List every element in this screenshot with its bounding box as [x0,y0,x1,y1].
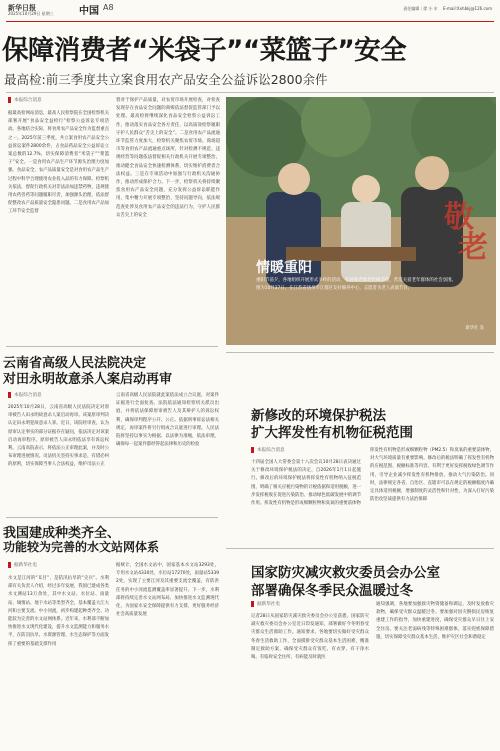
env-divider [226,352,494,353]
byline-marker [8,97,11,103]
env-headline-line2: 扩大挥发性有机物征税范围 [251,425,413,441]
env-byline [251,447,285,453]
lead-col2: 督对于保护产品质量，对农贸市场开展检查，对检查发现存在食品安全问题的商贩依法督促监管部门予以处理。最高检将继续深化食品安全检察公益诉讼工作，推动落实食品安全各方责任，以高质效检察履职守护人民群众“舌尖上的安全”。二是食用农产品流通环节监管力度加大，检察机关聚焦农贸市场、商场超市等食用农产品流通重点场所，针对检测不规范、违规经营等问题依法督促相关行政机关开展专项整治，推动健全食品安全快速检测体系，切实维护消费者合法权益。三是在专项活动中加强与行政机关沟通协作，推动形成保护合力。下一步，检察机关将持续聚焦食用农产品安全问题，充分发挥公益诉讼职能作用，集中精力开展专项整治，坚持问题导向，依法规范查处涉及食用农产品安全的违法行为，守护人民群众舌尖上的安全 [116,98,220,218]
water-divider [6,517,218,518]
byline-marker [8,392,11,398]
water-headline-line2: 功能较为完善的水文站网体系 [3,540,160,554]
env-headline-line1: 新修改的环境保护税法 [251,408,386,424]
byline-marker [251,601,254,607]
env-col2: 挥发性有机物是形成细颗粒物（PM2.5）和臭氧的重要前体物，对大气环境质量有重要影响。修改后的税法明确了挥发性有机物的应税范围、税额标准等内容，有利于更好发挥税收绿色调节作用，引导企业减少挥发性有机物排放，推动大气污染防治。同时，法律规定各省、自治区、直辖市可以在规定的税额幅度内确定具体适用税额，增强制度的灵活性和针对性，为深入打好污染防治攻坚战提供有力法治保障 [370,448,494,503]
water-col2: 据统计，全国水文站中，国家基本水文站3293处，专用水文站4330处，水位站17270处，雨量站53392处，实现了主要江河及其重要支流全覆盖，有防洪任务的中小河流监测覆盖率显著提升。下一步，水利部将持续完善水文站网布局，加快推进水文监测现代化，为国家水安全保障提供有力支撑，更好服务经济社会高质量发展 [116,563,219,618]
case-divider [6,346,218,347]
masthead-divider [6,21,494,22]
svg-text:老: 老 [458,230,488,265]
case-col2: 云南省高级人民法院就此案依法成立合议庭，对案件证据进行全面复查。法院依法通知检察机关派员出庭，并将依法保障原审被告人及其辩护人的诉讼权利，确保审判程序公开、公正。依据刑事诉讼法相关规定，再审案件将另行组成合议庭进行审理。人民法院将坚持以事实为根据、以法律为准绳，依法审理，确保每一起案件都经得起法律和历史的检验 [116,393,219,448]
byline-marker [251,447,254,453]
lead-col1: 据最高检网站消息，最高人民检察院在全国检察机关部署开展“食品安全益检行”检察公益诉讼专项活动。各地结合实际，将食用农产品安全作为监督重点之一。2025年前三季度，共立案食用农产品安全公益诉讼案件2800余件，占食品药品安全公益诉讼立案总数的12.7%，切实保障消费者“米袋子”“菜篮子”安全。一是食用农产品生产环节源头治理力度加强。食品安全，农产品质量安全是对食用农产品生产过程中科学合理使用农业投入品的有力保障。检察机关依法，督促行政机关对非法添加违禁药物、违规使用农药兽药等问题履职尽责，加强源头治理，依法督促整改农产品质量安全隐患问题。二是食用农产品加工环节安全监督 [8,111,109,215]
lead-byline-text: 本报综合消息 [14,98,42,103]
env-byline-text: 本报综合消息 [257,448,285,453]
disaster-col2: 通知强调，各地要加强救灾物资储备和调运，及时发放救灾款物，确保受灾群众温暖过冬。要加强对因灾倒损民房恢复重建工作的指导，加快重建进度，确保受灾群众早日住上安全住房。要关注老弱病残等特殊困难群体，落实兜底保障措施，切实保障受灾群众基本生活，维护灾区社会和谐稳定 [376,602,494,640]
photo-caption-text: 重阳节前夕，各地组织开展形式多样的活动，弘扬尊老敬老传统美德，营造关爱老年群体的社会氛围。图为10月27日，在江苏省扬州市江都区友好颐养中心，志愿者为老人表演节目。 [256,278,456,292]
lead-divider [6,92,494,93]
svg-text:敬: 敬 [444,200,474,235]
disaster-headline-line1: 国家防灾减灾救灾委员会办公室 [251,565,440,581]
disaster-byline-text: 据新华社电 [257,602,280,607]
water-byline-text: 据新华社电 [14,563,37,568]
case-col1: 2025年10月28日，云南省高级人民法院决定对原审被告人田永明故意杀人案启动再审。该案原审判决认定田永明犯故意杀人罪。近日，该院经审查，认为原审认定事实的部分证据存在疑问，依法决定对该案启动再审程序。原审被告人田永明依法享有诉讼权利。云南高院表示，将依法公正审理此案，并及时公布审理进展情况。司法机关坚持实事求是、有错必纠的原则，切实保障当事人合法权益，维护司法公正 [8,405,109,468]
section-label: 中国 [79,6,99,17]
water-col1: 水文是江河的“耳目”，是防汛抗旱的“尖兵”。水利部有关负责人介绍，经过多年发展，我国已建成各类水文测站13万余处，其中水文站、水位站、雨量站、墒情站、地下水站等类型齐全，基本覆盖大江大河和主要支流、中小河流，初步构建起种类齐全、功能较为完善的水文站网体系。近年来，水利部不断加快推进水文现代化建设，提升水文监测能力和服务水平，在防汛抗旱、水资源管理、水生态保护等方面发挥了重要的基础支撑作用 [8,576,109,647]
case-byline [8,392,42,398]
case-headline-line2: 对田永明故意杀人案启动再审 [3,372,173,387]
case-byline-text: 本报综合消息 [14,393,42,398]
paper-name: 新华日报 [8,3,36,12]
case-headline-line1: 云南省高级人民法院决定 [3,356,147,371]
date-line: 2025年10月29日 星期三 [8,11,54,16]
right-header: 责任编辑｜徐 小 车 E-mail:Xxhbkj@126.com [403,6,492,11]
photo-credit: 新华社 发 [465,326,484,331]
byline-marker [8,562,11,568]
disaster-headline-line2: 部署确保冬季民众温暖过冬 [251,583,413,599]
water-byline [8,562,37,568]
page-number: A8 [103,3,114,12]
disaster-divider [226,548,494,549]
lead-byline [8,97,42,103]
lead-subheadline: 最高检:前三季度共立案食用农产品安全公益诉讼2800余件 [4,72,328,87]
water-headline-line1: 我国建成种类齐全、 [3,526,121,541]
disaster-col1: 记者28日从国家防灾减灾救灾委员会办公室获悉，国家防灾减灾救灾委员会办公室近日印发通知，部署做好今冬明春受灾群众生活救助工作。通知要求，各地要切实做好受灾群众冬春生活救助工作，全面摸排受灾群众基本生活困难，精准制定救助方案，确保受灾群众有饭吃、有衣穿、有干净水喝、有临时安全住所、有病能及时就医 [251,614,369,661]
news-photo [226,97,496,345]
masthead [0,0,500,20]
lead-headline: 保障消费者“米袋子”“菜篮子”安全 [2,35,406,66]
photo-caption-title: 情暖重阳 [256,260,312,276]
env-col1: 十四届全国人大常委会第十八次会议10月28日表决通过关于修改环境保护税法的决定，自2026年1月1日起施行。修改后的环境保护税法将挥发性有机物纳入征税范围，明确了相关应税污染物的计税依据和适用税额，进一步发挥税收在促进污染防治、推动绿色低碳发展中的调节作用。挥发性有机物是形成细颗粒物和臭氧的重要前体物 [251,460,361,507]
disaster-byline [251,601,280,607]
